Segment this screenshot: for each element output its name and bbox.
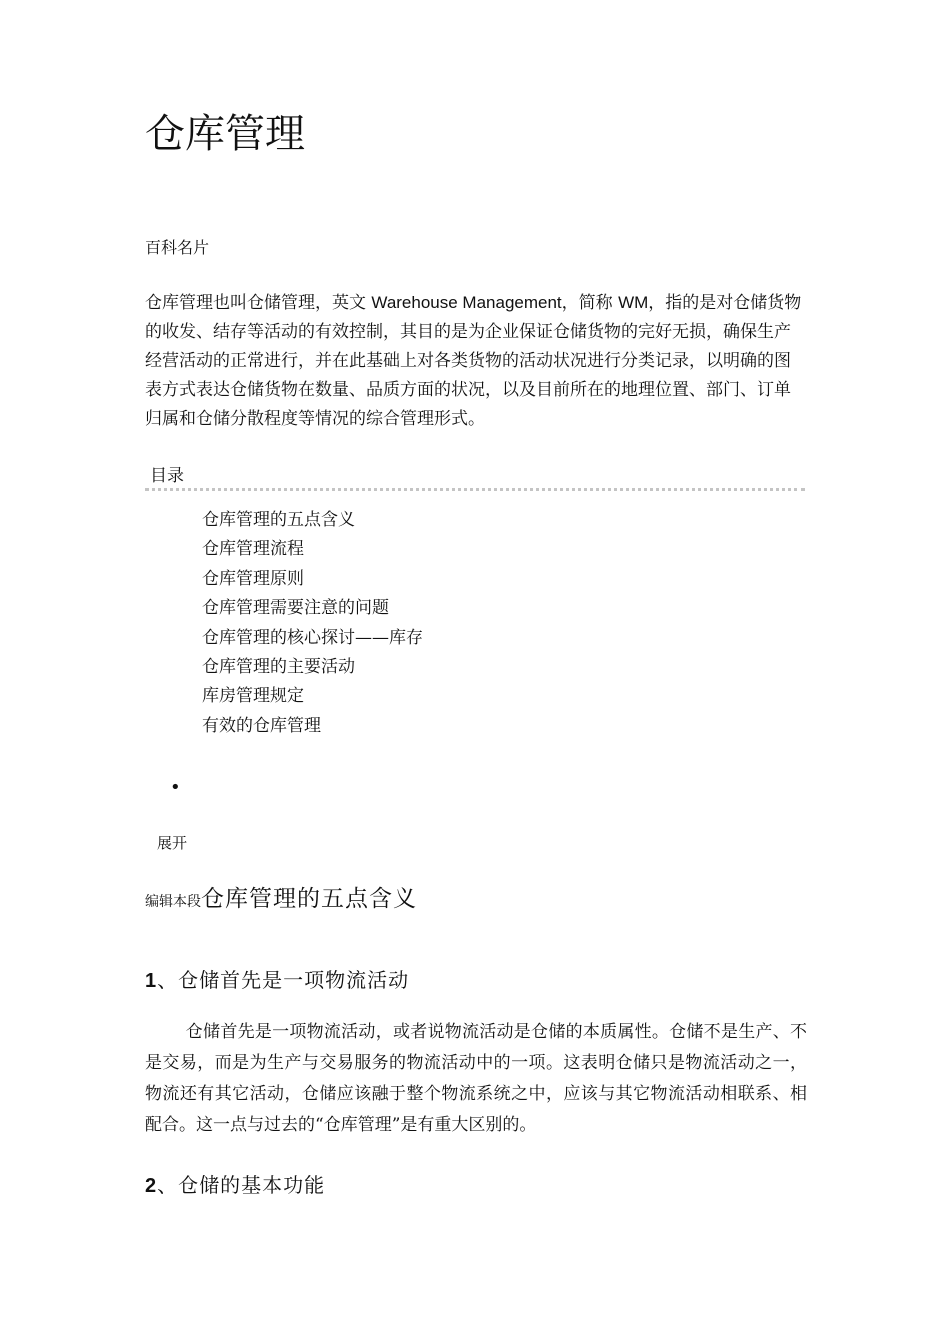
subheading-2 [145,1170,325,1201]
intro-text-3: ，指的是对仓储货物的收发、结存等活动的有效控制，其目的是为企业保证仓储货物的完好无损，确保生产经营活动的正常进行，并在此基础上对各类货物的活动状况进行分类记录，以明确的图表方式表达仓储货物在数量、品质方面的状况，以及目前所在的地理位置、部门、订单归属和仓储分散程度等情况的综合管理形式。 [145,293,802,429]
toc-item[interactable]: 仓库管理的核心探讨——库存 [202,627,423,648]
toc-title: 目录 [150,466,184,486]
toc-divider [145,488,805,491]
toc-item[interactable]: 有效的仓库管理 [202,715,321,736]
card-label: 百科名片 [145,238,210,257]
toc-item[interactable]: 仓库管理需要注意的问题 [202,598,389,619]
page-title: 仓库管理 [145,111,305,157]
intro-text-1: 仓库管理也叫仓储管理，英文 [145,293,372,313]
body-paragraph: 仓储首先是一项物流活动，或者说物流活动是仓储的本质属性。仓储不是生产、不是交易，而是为生产与交易服务的物流活动中的一项。这表明仓储只是物流活动之一，物流还有其它活动，仓储应该融于整个物流系统之中，应该与其它物流活动相联系、相配合。这一点与过去的“仓库管理”是有重大区别的。 [145,1022,807,1135]
bullet-icon: • [170,777,181,798]
intro-paragraph [145,288,807,434]
intro-english-name: Warehouse Management [371,293,562,312]
toc-item[interactable]: 仓库管理原则 [202,568,304,589]
section-title: 仓库管理的五点含义 [201,886,417,912]
toc-item[interactable]: 仓库管理流程 [202,539,304,560]
subheading-number: 2 [145,1175,158,1197]
toc-list [202,506,423,741]
intro-abbreviation: WM [618,293,649,312]
edit-section-link[interactable]: 编辑本段 [145,894,201,910]
subheading-text: 、仓储的基本功能 [157,1173,326,1197]
subheading-1 [145,965,409,996]
subheading-text: 、仓储首先是一项物流活动 [157,968,410,992]
section-heading [145,880,417,913]
intro-text-2: ，简称 [561,293,619,313]
expand-link[interactable]: 展开 [157,834,188,852]
subheading-number: 1 [145,970,158,992]
toc-item[interactable]: 仓库管理的主要活动 [202,656,355,677]
toc-item[interactable]: 库房管理规定 [202,686,304,707]
toc-item[interactable]: 仓库管理的五点含义 [202,510,355,530]
